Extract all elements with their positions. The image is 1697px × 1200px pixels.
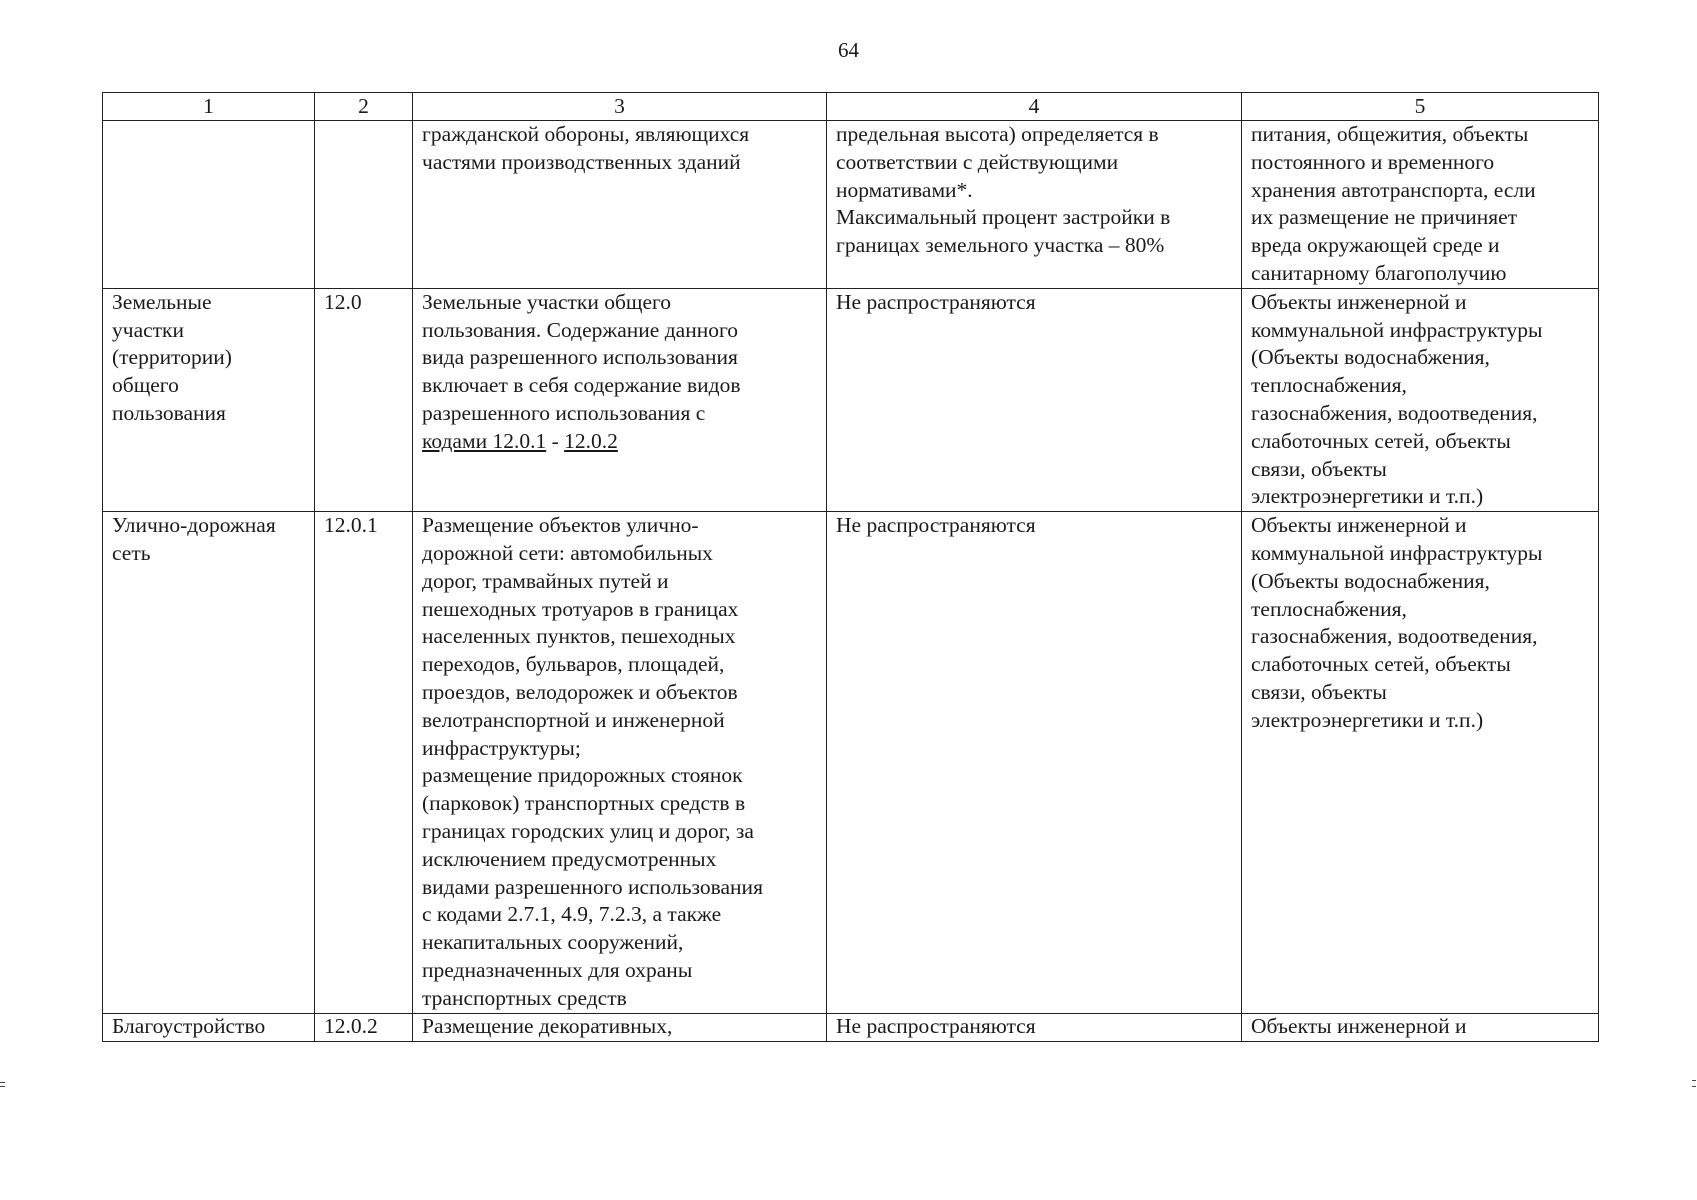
code-reference-link[interactable]: 12.0.2 bbox=[564, 428, 618, 453]
scan-edge-mark-right bbox=[1692, 1080, 1696, 1081]
code-reference-link[interactable]: кодами 12.0.1 bbox=[422, 428, 547, 453]
cell-name: Улично-дорожная сеть bbox=[103, 512, 315, 1013]
cell-name: Благоустройство bbox=[103, 1013, 315, 1041]
column-header: 5 bbox=[1242, 93, 1599, 121]
table-row bbox=[103, 512, 1599, 1013]
table-row bbox=[103, 1013, 1599, 1041]
range-separator: - bbox=[546, 428, 565, 453]
scan-edge-mark-left bbox=[0, 1082, 5, 1083]
cell-parameters: предельная высота) определяется в соответствии с действующими нормативами*. Максимальный процент застройки в границах земельного участка – 80% bbox=[827, 121, 1242, 289]
table-header-row bbox=[103, 93, 1599, 121]
cell-accessory: Объекты инженерной и коммунальной инфраструктуры (Объекты водоснабжения, теплоснабжения, газоснабжения, водоотведения, слаботочных сетей, объекты связи, объекты электроэнергетики и т.п.) bbox=[1242, 288, 1599, 511]
cell-parameters: Не распространяются bbox=[827, 288, 1242, 511]
cell-accessory: Объекты инженерной и коммунальной инфраструктуры (Объекты водоснабжения, теплоснабжения, газоснабжения, водоотведения, слаботочных сетей, объекты связи, объекты электроэнергетики и т.п.) bbox=[1242, 512, 1599, 1013]
column-header: 4 bbox=[827, 93, 1242, 121]
cell-name bbox=[103, 121, 315, 289]
cell-name: Земельные участки (территории) общего пользования bbox=[103, 288, 315, 511]
column-header: 1 bbox=[103, 93, 315, 121]
column-header: 2 bbox=[315, 93, 413, 121]
description-text: Земельные участки общего пользования. Содержание данного вида разрешенного использования включает в себя содержание видов разрешенного использования с bbox=[422, 289, 741, 425]
cell-description: Размещение декоративных, bbox=[413, 1013, 827, 1041]
cell-parameters: Не распространяются bbox=[827, 512, 1242, 1013]
table-row bbox=[103, 121, 1599, 289]
regulations-table bbox=[102, 92, 1599, 1042]
cell-code bbox=[315, 121, 413, 289]
page-number: 64 bbox=[838, 38, 859, 62]
scan-edge-mark-left bbox=[0, 1086, 5, 1087]
cell-parameters: Не распространяются bbox=[827, 1013, 1242, 1041]
cell-code: 12.0 bbox=[315, 288, 413, 511]
cell-code: 12.0.1 bbox=[315, 512, 413, 1013]
cell-description: Размещение объектов улично- дорожной сети: автомобильных дорог, трамвайных путей и пешеходных тротуаров в границах населенных пунктов, пешеходных переходов, бульваров, площадей, проездов, велодорожек и объектов велотранспортной и инженерной инфраструктуры; размещение придорожных стоянок (парковок) транспортных средств в границах городских улиц и дорог, за исключением предусмотренных видами разрешенного использования с кодами 2.7.1, 4.9, 7.2.3, а также некапитальных сооружений, предназначенных для охраны транспортных средств bbox=[413, 512, 827, 1013]
cell-code: 12.0.2 bbox=[315, 1013, 413, 1041]
cell-accessory: питания, общежития, объекты постоянного и временного хранения автотранспорта, если их размещение не причиняет вреда окружающей среде и санитарному благополучию bbox=[1242, 121, 1599, 289]
table-row bbox=[103, 288, 1599, 511]
cell-accessory: Объекты инженерной и bbox=[1242, 1013, 1599, 1041]
column-header: 3 bbox=[413, 93, 827, 121]
scan-edge-mark-right bbox=[1692, 1086, 1696, 1087]
cell-description: гражданской обороны, являющихся частями производственных зданий bbox=[413, 121, 827, 289]
cell-description bbox=[413, 288, 827, 511]
